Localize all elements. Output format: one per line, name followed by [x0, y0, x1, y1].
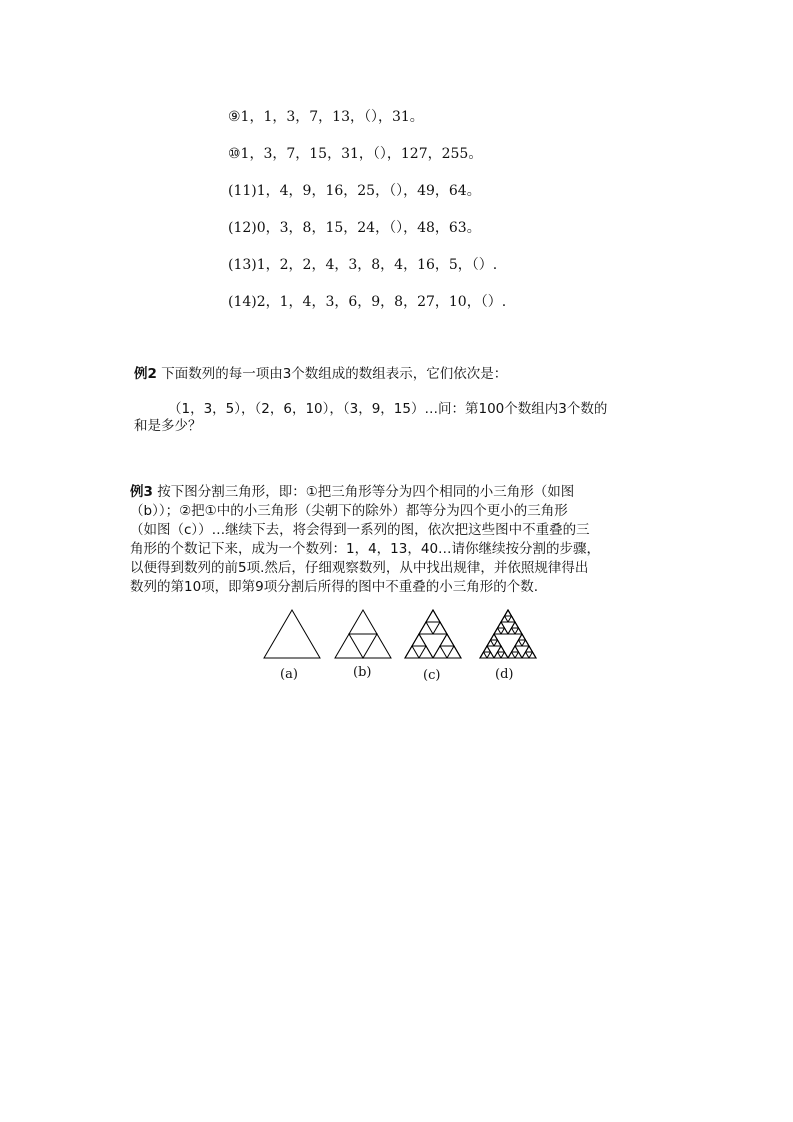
example2-line1: （1，3，5），（2，6，10），（3，9，15）…问：第100个数组内3个数的 [168, 401, 608, 417]
figure-caption-b: (b) [353, 665, 372, 680]
sequence-9: ⑨1，1，3，7，13，（），31。 [228, 109, 424, 125]
figure-caption-d: (d) [495, 667, 514, 682]
example3-line-1: （b））；②把①中的小三角形（尖朝下的除外）都等分为四个更小的三角形 [130, 503, 568, 519]
sequence-14: (14)2，1，4，3，6，9，8，27，10，（）. [228, 294, 507, 310]
triangle-figure-b [333, 608, 393, 660]
example3-line-0: 例3 按下图分割三角形，即：①把三角形等分为四个相同的小三角形（如图 [130, 484, 575, 500]
example2-intro-line [134, 362, 507, 382]
example3-line-2: （如图（c））…继续下去，将会得到一系列的图，依次把这些图中不重叠的三 [130, 522, 590, 538]
example3-line-4: 以便得到数列的前5项.然后，仔细观察数列，从中找出规律，并依照规律得出 [130, 560, 589, 576]
sequence-13: (13)1，2，2，4，3，8，4，16，5，（）. [228, 257, 498, 273]
triangle-figure-c [403, 608, 463, 660]
example3-line-5: 数列的第10项，即第9项分割后所得的图中不重叠的小三角形的个数. [130, 579, 539, 595]
example2-intro: 下面数列的每一项由3个数组成的数组表示，它们依次是： [161, 366, 508, 382]
sequence-10: ⑩1，3，7，15，31，（），127，255。 [228, 146, 483, 162]
example2-label: 例2 [134, 366, 157, 382]
triangle-figure-a [262, 608, 322, 660]
example2-line2: 和是多少？ [134, 418, 202, 434]
sequence-12: (12)0，3，8，15，24，（），48，63。 [228, 220, 481, 236]
triangle-figure-d [478, 608, 538, 660]
figure-caption-a: (a) [280, 667, 298, 682]
example3-line-3: 角形的个数记下来，成为一个数列：1，4，13，40…请你继续按分割的步骤， [130, 541, 601, 557]
figure-caption-c: (c) [423, 668, 441, 683]
sequence-11: (11)1，4，9，16，25，（），49，64。 [228, 183, 481, 199]
example3-label: 例3 [130, 484, 153, 500]
